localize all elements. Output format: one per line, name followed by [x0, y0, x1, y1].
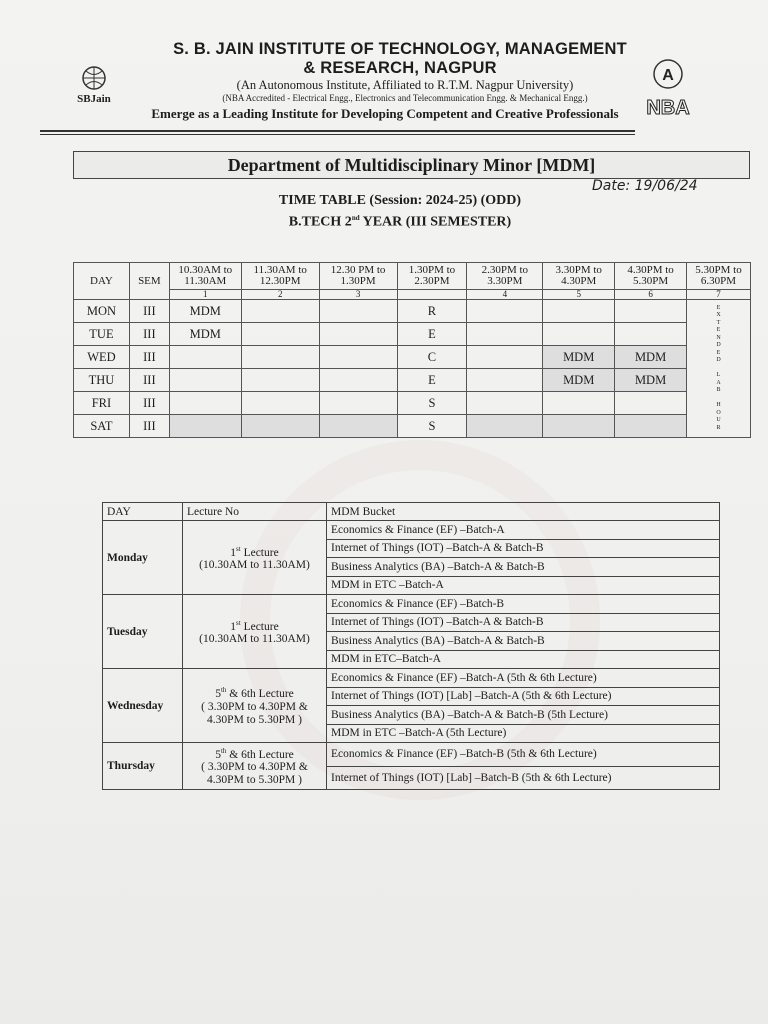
period-cell: [169, 346, 241, 369]
day-cell: TUE: [74, 323, 130, 346]
accreditation: (NBA Accredited - Electrical Engg., Electronics and Telecommunication Engg. & Mechanical Engg.): [222, 93, 588, 103]
bucket-item: Economics & Finance (EF) –Batch-A (5th & 6th Lecture): [327, 669, 720, 688]
period-cell: [467, 323, 543, 346]
period-cell: [169, 392, 241, 415]
timetable-row: [74, 369, 751, 392]
day-cell: FRI: [74, 392, 130, 415]
bucket-row: [103, 595, 720, 614]
bucket-lecture: 5th & 6th Lecture ( 3.30PM to 4.30PM & 4.30PM to 5.30PM ): [183, 669, 327, 743]
day-cell: WED: [74, 346, 130, 369]
period-cell: [241, 369, 319, 392]
bucket-day: Wednesday: [103, 669, 183, 743]
bucket-item: MDM in ETC –Batch-A: [327, 576, 720, 595]
bucket-item: Internet of Things (IOT) [Lab] –Batch-B (5th & 6th Lecture): [327, 766, 720, 790]
slot-header: 2.30PM to 3.30PM: [467, 263, 543, 290]
sem-header: SEM: [129, 263, 169, 300]
institute-name-line1: S. B. JAIN INSTITUTE OF TECHNOLOGY, MANAGEMENT: [173, 40, 627, 58]
period-cell: MDM: [543, 346, 615, 369]
period-cell: [543, 300, 615, 323]
slot-number: 6: [615, 290, 687, 300]
timetable-title: TIME TABLE (Session: 2024-25) (ODD): [278, 193, 522, 208]
slot-number: 4: [467, 290, 543, 300]
period-cell: MDM: [169, 300, 241, 323]
period-cell: [241, 323, 319, 346]
extended-lab-label: E X T E N D E D L A B H O U R: [716, 304, 721, 431]
slot-header: 10.30AM to 11.30AM: [169, 263, 241, 290]
bucket-day: Monday: [103, 521, 183, 595]
timetable-row: [74, 346, 751, 369]
slot-number: 1: [169, 290, 241, 300]
period-cell: [615, 300, 687, 323]
bucket-lecture: 1st Lecture (10.30AM to 11.30AM): [183, 595, 327, 669]
slot-number: 7: [687, 290, 751, 300]
bucket-item: Business Analytics (BA) –Batch-A & Batch-B: [327, 558, 720, 577]
period-cell: [467, 415, 543, 438]
slot-number: [397, 290, 467, 300]
bucket-item: Internet of Things (IOT) –Batch-A & Batch-B: [327, 539, 720, 558]
bucket-mdm-header: MDM Bucket: [327, 503, 720, 521]
bucket-item: Business Analytics (BA) –Batch-A & Batch-B: [327, 632, 720, 651]
sem-cell: III: [129, 369, 169, 392]
timetable-row: [74, 323, 751, 346]
period-cell: MDM: [615, 346, 687, 369]
slot-header: 4.30PM to 5.30PM: [615, 263, 687, 290]
period-cell: [467, 392, 543, 415]
bucket-header-row: [103, 503, 720, 521]
timetable-row: [74, 415, 751, 438]
sem-cell: III: [129, 392, 169, 415]
recess-letter: E: [397, 369, 467, 392]
bucket-item: Economics & Finance (EF) –Batch-B: [327, 595, 720, 614]
recess-letter: R: [397, 300, 467, 323]
period-cell: MDM: [169, 323, 241, 346]
day-header: DAY: [74, 263, 130, 300]
period-cell: [169, 369, 241, 392]
period-cell: [543, 392, 615, 415]
bucket-lecture: 1st Lecture (10.30AM to 11.30AM): [183, 521, 327, 595]
department-title: Department of Multidisciplinary Minor [MDM]: [73, 151, 750, 179]
slot-header: 12.30 PM to 1.30PM: [319, 263, 397, 290]
timetable-row: [74, 392, 751, 415]
period-cell: [615, 392, 687, 415]
slot-number: 5: [543, 290, 615, 300]
period-cell: [319, 346, 397, 369]
slot-header: 5.30PM to 6.30PM: [687, 263, 751, 290]
sem-cell: III: [129, 323, 169, 346]
header-rule-thin: [40, 134, 635, 135]
timetable-grid: [73, 262, 751, 438]
period-cell: [319, 369, 397, 392]
bucket-lecture-header: Lecture No: [183, 503, 327, 521]
slot-number-row: [74, 290, 751, 300]
bucket-row: [103, 743, 720, 767]
affiliation: (An Autonomous Institute, Affiliated to R.T.M. Nagpur University): [236, 78, 574, 92]
extended-lab-cell: [687, 300, 751, 438]
bucket-item: Economics & Finance (EF) –Batch-A: [327, 521, 720, 540]
recess-letter: S: [397, 392, 467, 415]
day-cell: SAT: [74, 415, 130, 438]
bucket-item: MDM in ETC–Batch-A: [327, 650, 720, 669]
sem-cell: III: [129, 415, 169, 438]
recess-letter: C: [397, 346, 467, 369]
period-cell: [319, 323, 397, 346]
bucket-row: [103, 521, 720, 540]
sem-cell: III: [129, 300, 169, 323]
slot-header: 1.30PM to 2.30PM: [397, 263, 467, 290]
period-cell: [241, 415, 319, 438]
period-cell: MDM: [543, 369, 615, 392]
period-cell: [241, 300, 319, 323]
bucket-item: Internet of Things (IOT) –Batch-A & Batch-B: [327, 613, 720, 632]
period-cell: MDM: [615, 369, 687, 392]
bucket-item: Economics & Finance (EF) –Batch-B (5th & 6th Lecture): [327, 743, 720, 767]
year-semester: B.TECH 2nd YEAR (III SEMESTER): [288, 214, 512, 230]
bucket-item: MDM in ETC –Batch-A (5th Lecture): [327, 724, 720, 743]
period-cell: [615, 415, 687, 438]
day-cell: MON: [74, 300, 130, 323]
period-cell: [319, 300, 397, 323]
period-cell: [467, 369, 543, 392]
bucket-item: Internet of Things (IOT) [Lab] –Batch-A (5th & 6th Lecture): [327, 687, 720, 706]
period-cell: [319, 392, 397, 415]
bucket-row: [103, 669, 720, 688]
period-cell: [467, 300, 543, 323]
sem-cell: III: [129, 346, 169, 369]
period-cell: [241, 392, 319, 415]
logo-right-text: NBA: [646, 97, 690, 119]
mdm-bucket-table: [102, 502, 720, 790]
slot-header: 11.30AM to 12.30PM: [241, 263, 319, 290]
bucket-day: Tuesday: [103, 595, 183, 669]
header-rule: [40, 130, 635, 132]
recess-letter: S: [397, 415, 467, 438]
slot-header: 3.30PM to 4.30PM: [543, 263, 615, 290]
bucket-day: Thursday: [103, 743, 183, 790]
period-cell: [241, 346, 319, 369]
period-cell: [615, 323, 687, 346]
tagline: Emerge as a Leading Institute for Developing Competent and Creative Professionals: [151, 106, 619, 121]
handwritten-date: Date: 19/06/24: [592, 178, 698, 194]
slot-number: 2: [241, 290, 319, 300]
svg-text:A: A: [662, 67, 674, 84]
period-cell: [319, 415, 397, 438]
day-cell: THU: [74, 369, 130, 392]
slot-number: 3: [319, 290, 397, 300]
institute-name: [60, 40, 740, 78]
recess-letter: E: [397, 323, 467, 346]
period-cell: [467, 346, 543, 369]
period-cell: [543, 415, 615, 438]
bucket-item: Business Analytics (BA) –Batch-A & Batch-B (5th Lecture): [327, 706, 720, 725]
bucket-day-header: DAY: [103, 503, 183, 521]
period-cell: [169, 415, 241, 438]
timetable-header-row: [74, 263, 751, 290]
period-cell: [543, 323, 615, 346]
timetable-row: [74, 300, 751, 323]
accreditation-logo-icon: [640, 58, 696, 130]
logo-left-text: SBJain: [77, 93, 111, 105]
institute-name-line2: & RESEARCH, NAGPUR: [303, 59, 497, 77]
bucket-lecture: 5th & 6th Lecture ( 3.30PM to 4.30PM & 4.30PM to 5.30PM ): [183, 743, 327, 790]
